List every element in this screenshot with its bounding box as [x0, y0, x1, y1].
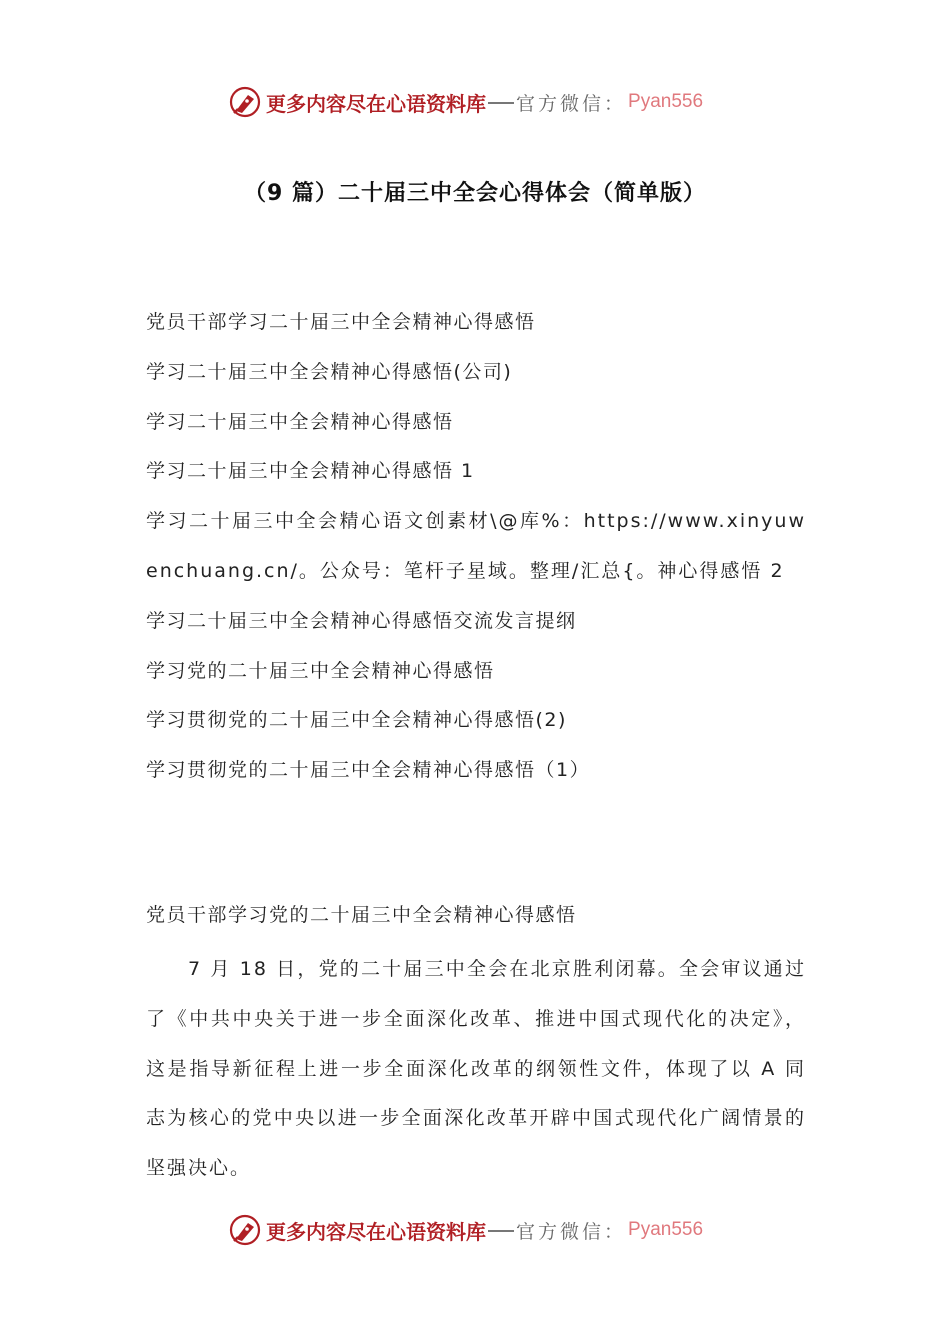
banner-wechat-id: Pyan556 [628, 1219, 704, 1240]
toc-item: 学习党的二十届三中全会精神心得感悟 [146, 659, 495, 682]
toc-list [146, 298, 806, 796]
toc-item: 学习二十届三中全会精神心得感悟(公司) [146, 360, 513, 383]
toc-item: 学习二十届三中全会精神心得感悟交流发言提纲 [146, 609, 577, 632]
toc-item: 党员干部学习二十届三中全会精神心得感悟 [146, 311, 536, 333]
banner-brand-text: 更多内容尽在心语资料库 [266, 91, 486, 116]
toc-item: 学习二十届三中全会精神心得感悟 1 [146, 460, 475, 483]
toc-item: 学习二十届三中全会精神心得感悟 [146, 410, 454, 433]
toc-item: 学习贯彻党的二十届三中全会精神心得感悟(2) [146, 709, 567, 732]
banner-dash [488, 1230, 514, 1232]
banner-wechat-label: 官方微信： [516, 1220, 627, 1243]
footer-banner [228, 1210, 703, 1250]
pen-nib-circle-icon [228, 1213, 262, 1247]
banner-brand-text: 更多内容尽在心语资料库 [266, 1219, 486, 1244]
pen-nib-circle-icon [228, 85, 262, 119]
section-title: 党员干部学习党的二十届三中全会精神心得感悟 [146, 904, 577, 926]
banner-wechat-id: Pyan556 [628, 91, 704, 112]
document-title: （9 篇）二十届三中全会心得体会（简单版） [244, 181, 706, 206]
header-banner [228, 82, 703, 122]
body-paragraph: 7 月 18 日，党的二十届三中全会在北京胜利闭幕。全会审议通过了《中共中央关于进一步全面深化改革、推进中国式现代化的决定》，这是指导新征程上进一步全面深化改革的纲领性文件，体现了以 A 同志为核心的党中央以进一步全面深化改革开辟中国式现代化广阔情景的坚强决心。 [146, 958, 806, 1180]
banner-wechat-label: 官方微信： [516, 92, 627, 115]
toc-item: 学习二十届三中全会精心语文创素材\@库%：https://www.xinyuwenchuang.cn/。公众号：笔杆子星域。整理/汇总{。神心得感悟 2 [146, 510, 806, 582]
toc-item: 学习贯彻党的二十届三中全会精神心得感悟（1） [146, 759, 591, 782]
banner-dash [488, 102, 514, 104]
